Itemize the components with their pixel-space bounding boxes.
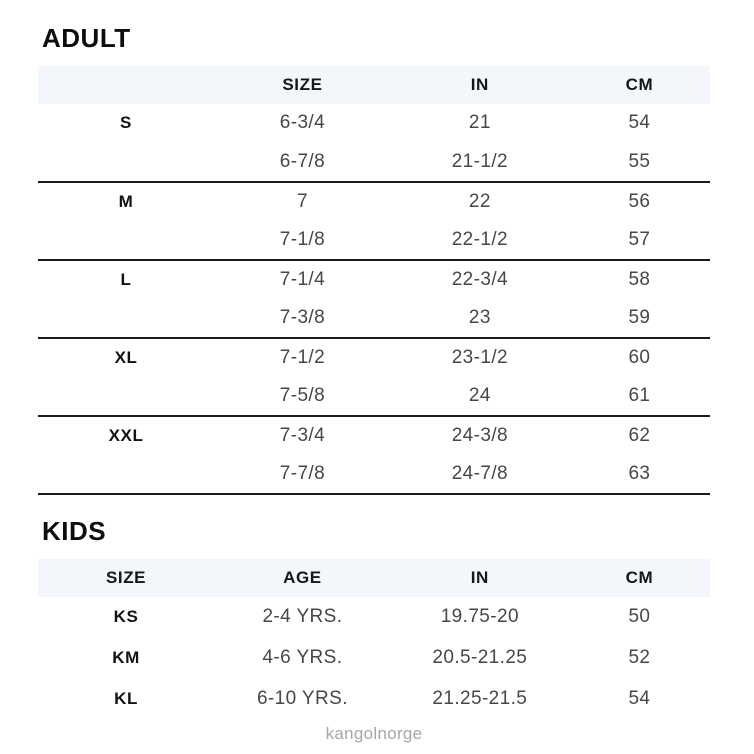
adult-size-table xyxy=(38,66,710,495)
size-label: S xyxy=(120,113,132,133)
table-row xyxy=(38,338,710,377)
size-cell: 7-5/8 xyxy=(279,384,326,406)
size-cell: 7-1/2 xyxy=(279,346,326,368)
cm-cell: 55 xyxy=(628,150,651,172)
size-group-s xyxy=(38,104,710,182)
table-row xyxy=(38,377,710,416)
cm-cell: 58 xyxy=(628,268,651,290)
in-cell: 21 xyxy=(468,112,491,134)
in-cell: 24-3/8 xyxy=(451,424,508,446)
in-cell: 24 xyxy=(468,384,491,406)
table-row xyxy=(38,299,710,338)
cm-cell: 56 xyxy=(628,190,651,212)
size-group-xxl xyxy=(38,416,710,494)
cm-cell: 60 xyxy=(628,346,651,368)
column-header-size: SIZE xyxy=(105,567,147,587)
size-label: KL xyxy=(114,689,138,709)
size-label-empty xyxy=(38,377,214,416)
header-row xyxy=(38,66,710,104)
table-row xyxy=(38,143,710,182)
column-header-age: AGE xyxy=(283,567,322,587)
size-label: XXL xyxy=(108,425,144,445)
cm-cell: 57 xyxy=(628,228,651,250)
size-label: KS xyxy=(113,607,139,627)
column-header-in: IN xyxy=(470,567,489,587)
age-cell: 4-6 YRS. xyxy=(262,647,343,669)
table-row xyxy=(38,597,710,638)
table-row xyxy=(38,638,710,679)
size-label: KM xyxy=(112,648,140,668)
table-row xyxy=(38,260,710,299)
in-cell: 22-3/4 xyxy=(451,268,508,290)
table-row xyxy=(38,221,710,260)
size-label: L xyxy=(120,269,132,289)
in-cell: 21-1/2 xyxy=(451,150,508,172)
size-group-l xyxy=(38,260,710,338)
size-cell: 7-1/4 xyxy=(279,268,326,290)
kids-section-title: KIDS xyxy=(42,515,107,546)
size-cell: 7-3/4 xyxy=(279,424,326,446)
size-cell: 7-7/8 xyxy=(279,462,326,484)
size-label: XL xyxy=(114,347,138,367)
cm-cell: 54 xyxy=(628,112,651,134)
adult-table-header xyxy=(38,66,710,104)
kids-table-body xyxy=(38,597,710,720)
size-cell: 6-3/4 xyxy=(279,112,326,134)
size-label-empty xyxy=(38,299,214,338)
table-row xyxy=(38,679,710,720)
column-header-blank xyxy=(38,66,214,104)
size-cell: 7-3/8 xyxy=(279,306,326,328)
size-cell: 6-7/8 xyxy=(279,150,326,172)
size-label-empty xyxy=(38,143,214,182)
size-label: M xyxy=(118,191,134,211)
in-cell: 19.75-20 xyxy=(440,606,519,628)
column-header-in: IN xyxy=(470,74,489,94)
column-header-size: SIZE xyxy=(282,74,323,94)
in-cell: 22 xyxy=(468,190,491,212)
table-row xyxy=(38,416,710,455)
table-row xyxy=(38,104,710,143)
cm-cell: 59 xyxy=(628,306,651,328)
size-label-empty xyxy=(38,455,214,494)
size-cell: 7 xyxy=(296,190,308,212)
in-cell: 21.25-21.5 xyxy=(432,688,528,710)
size-group-xl xyxy=(38,338,710,416)
age-cell: 6-10 YRS. xyxy=(256,688,348,710)
kids-table-header xyxy=(38,559,710,597)
table-row xyxy=(38,182,710,221)
cm-cell: 63 xyxy=(628,462,651,484)
cm-cell: 52 xyxy=(628,647,651,669)
cm-cell: 54 xyxy=(628,688,651,710)
in-cell: 24-7/8 xyxy=(451,462,508,484)
in-cell: 20.5-21.25 xyxy=(432,647,528,669)
kids-size-table xyxy=(38,559,710,720)
age-cell: 2-4 YRS. xyxy=(262,606,343,628)
column-header-cm: CM xyxy=(625,567,654,587)
column-header-cm: CM xyxy=(625,74,654,94)
in-cell: 23-1/2 xyxy=(451,346,508,368)
cm-cell: 62 xyxy=(628,424,651,446)
cm-cell: 50 xyxy=(628,606,651,628)
in-cell: 22-1/2 xyxy=(451,228,508,250)
size-cell: 7-1/8 xyxy=(279,228,326,250)
size-label-empty xyxy=(38,221,214,260)
watermark-text: kangolnorge xyxy=(325,723,423,743)
adult-section-title: ADULT xyxy=(42,23,131,53)
size-group-m xyxy=(38,182,710,260)
cm-cell: 61 xyxy=(628,384,651,406)
header-row xyxy=(38,559,710,597)
table-row xyxy=(38,455,710,494)
in-cell: 23 xyxy=(468,306,491,328)
